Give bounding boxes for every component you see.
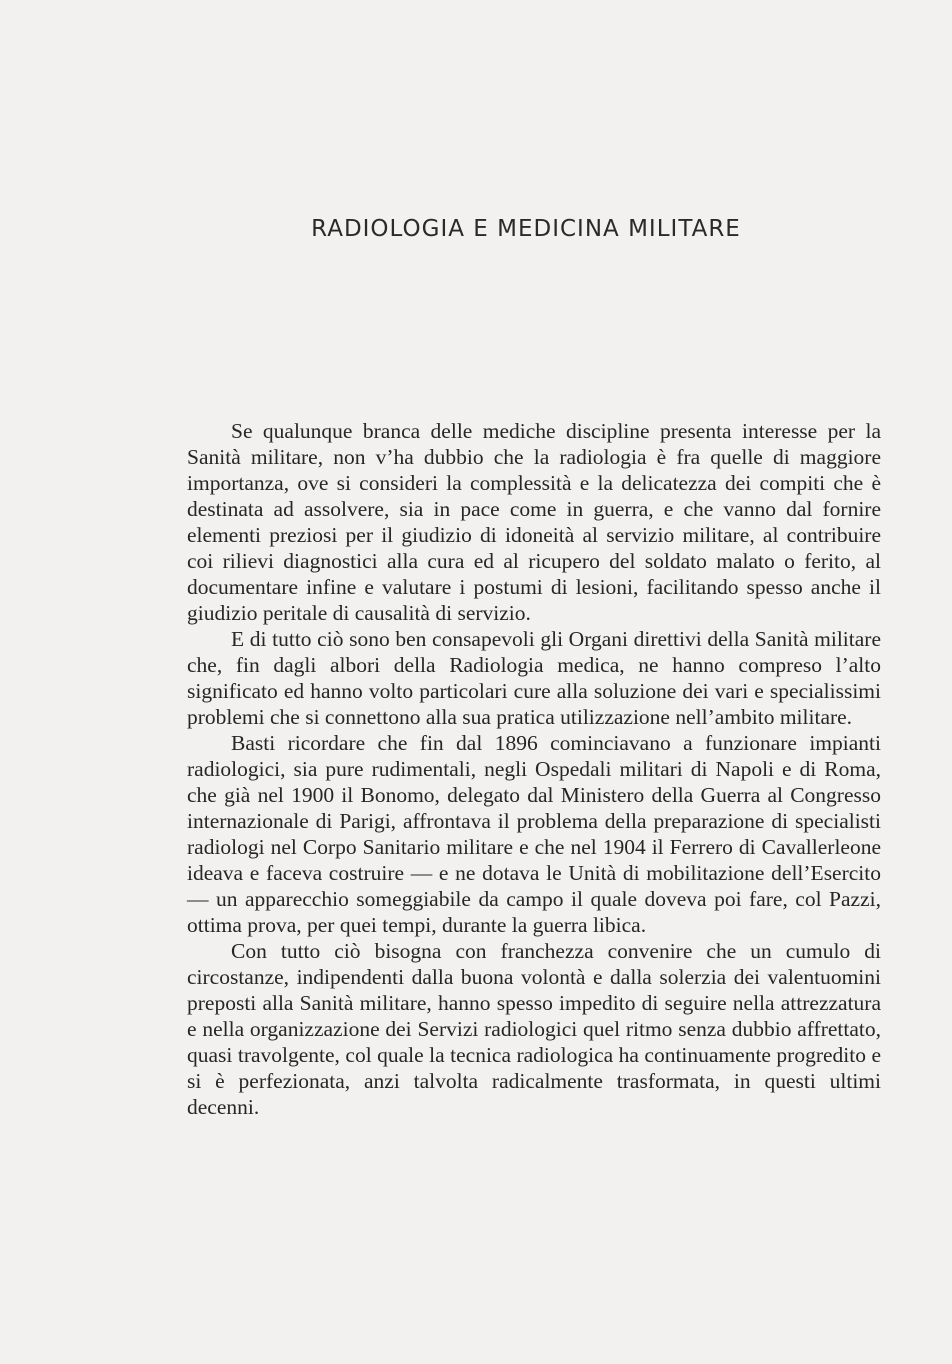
paragraph-2: E di tutto ciò sono ben consapevoli gli Organi direttivi della Sanità militare che, fin dagli albori della Radiologia medica, ne hanno compreso l’alto significato ed hanno volto particolari cure alla soluzione dei vari e specialissimi problemi che si connettono alla sua pratica utilizzazione nell’ambito militare. — [187, 627, 881, 729]
paragraph-4: Con tutto ciò bisogna con franchezza convenire che un cumulo di circostanze, indipendenti dalla buona volontà e dalla solerzia dei valentuomini preposti alla Sanità militare, hanno spesso impedito di seguire nella attrezzatura e nella organizzazione dei Servizi radiologici quel ritmo senza dubbio affrettato, quasi travolgente, col quale la tecnica radiologica ha continuamente progredito e si è perfezionata, anzi talvolta radicalmente trasformata, in questi ultimi decenni. — [187, 939, 881, 1119]
paragraph-1: Se qualunque branca delle mediche discipline presenta interesse per la Sanità militare, non v’ha dubbio che la radiologia è fra quelle di maggiore importanza, ove si consideri la complessità e la delicatezza dei compiti che è destinata ad assolvere, sia in pace come in guerra, e che vanno dal fornire elementi preziosi per il giudizio di idoneità al servizio militare, al contribuire coi rilievi diagnostici alla cura ed al ricupero del soldato malato o ferito, al documentare infine e valutare i postumi di lesioni, facilitando spesso anche il giudizio peritale di causalità di servizio. — [187, 419, 881, 625]
paragraph-3: Basti ricordare che fin dal 1896 cominciavano a funzionare impianti radiologici, sia pure rudimentali, negli Ospedali militari di Napoli e di Roma, che già nel 1900 il Bonomo, delegato dal Ministero della Guerra al Congresso internazionale di Parigi, affrontava il problema della preparazione di specialisti radiologi nel Corpo Sanitario militare e che nel 1904 il Ferrero di Cavallerleone ideava e faceva costruire — e ne dotava le Unità di mobilitazione dell’Esercito — un apparecchio someggiabile da campo il quale doveva poi fare, col Pazzi, ottima prova, per quei tempi, durante la guerra libica. — [187, 731, 881, 937]
body-text — [187, 418, 881, 1120]
page-title: RADIOLOGIA E MEDICINA MILITARE — [311, 216, 741, 242]
